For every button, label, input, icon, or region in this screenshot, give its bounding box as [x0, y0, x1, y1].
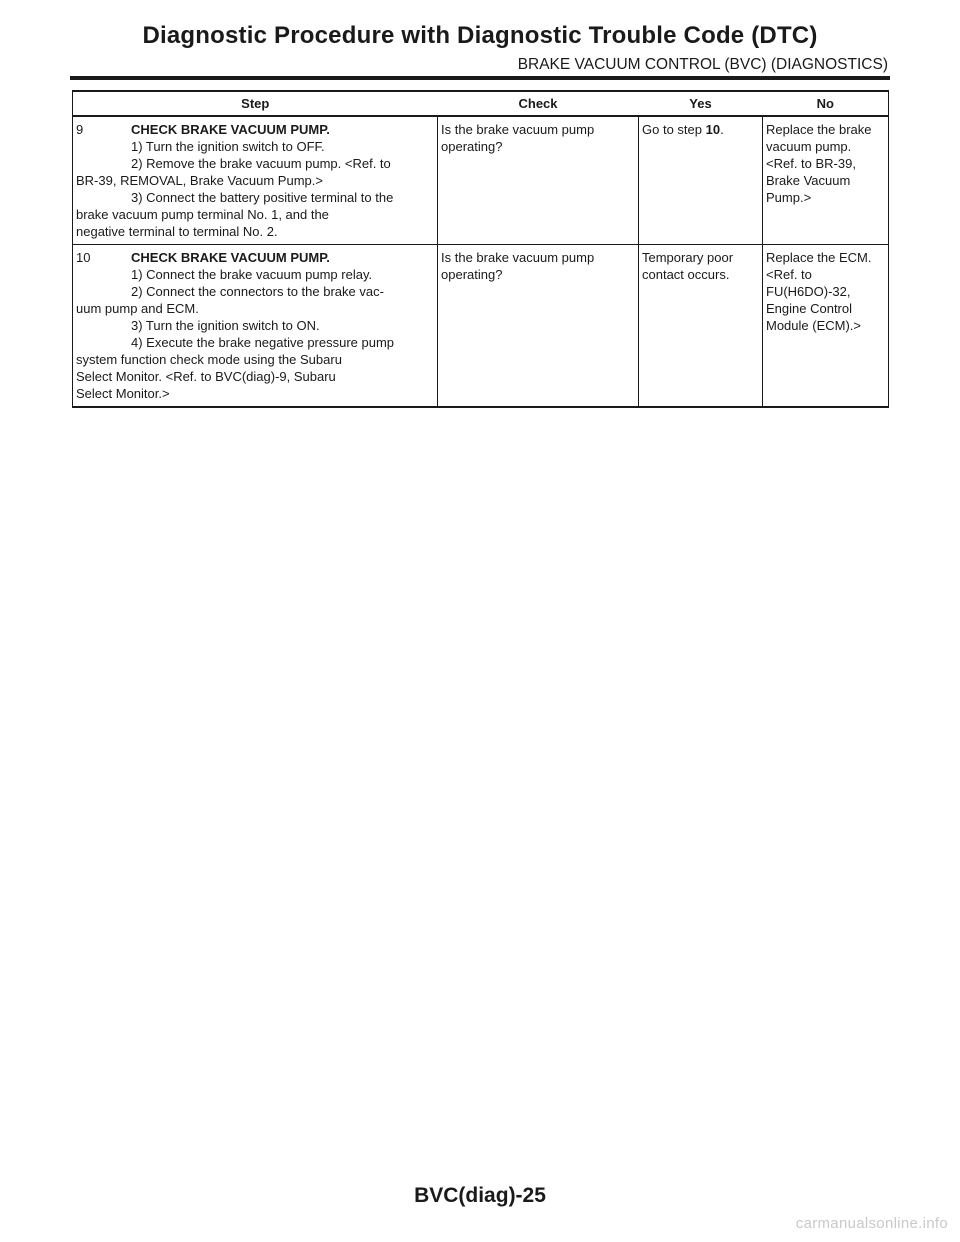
column-header-check: Check: [438, 91, 639, 116]
procedure-line: brake vacuum pump terminal No. 1, and the: [76, 207, 329, 222]
table-row: [73, 116, 889, 245]
check-line: Is the brake vacuum pump: [441, 250, 595, 265]
diagnostic-table-container: [72, 90, 888, 408]
step-title: CHECK BRAKE VACUUM PUMP.: [131, 122, 330, 137]
check-cell: [438, 245, 639, 408]
page-number: BVC(diag)-25: [414, 1184, 546, 1207]
procedure-line: 3) Turn the ignition switch to ON.: [131, 318, 320, 333]
procedure-line: 1) Turn the ignition switch to OFF.: [131, 139, 325, 154]
step-number: 10: [76, 250, 91, 265]
no-reference-link[interactable]: <Ref. to: [766, 267, 812, 282]
check-cell: [438, 116, 639, 245]
no-reference-link[interactable]: Brake Vacuum: [766, 173, 851, 188]
no-line: Replace the ECM.: [766, 250, 872, 265]
no-cell: [763, 116, 889, 245]
table-row: [73, 245, 889, 408]
column-header-yes: Yes: [639, 91, 763, 116]
no-reference-link[interactable]: <Ref. to BR-39,: [766, 156, 856, 171]
procedure-line: 2) Remove the brake vacuum pump. <Ref. to: [131, 156, 391, 171]
procedure-line: 4) Execute the brake negative pressure pump: [131, 335, 395, 350]
procedure-list: [76, 138, 434, 240]
no-cell: [763, 245, 889, 408]
procedure-list: [76, 266, 434, 402]
check-line: Is the brake vacuum pump: [441, 122, 595, 137]
column-header-step: Step: [73, 91, 438, 116]
check-line: operating?: [441, 267, 503, 282]
check-line: operating?: [441, 139, 503, 154]
yes-line: contact occurs.: [642, 267, 730, 282]
page-title: Diagnostic Procedure with Diagnostic Trouble Code (DTC): [142, 22, 818, 49]
yes-line: Temporary poor: [642, 250, 734, 265]
table-header-row: [73, 91, 889, 116]
procedure-line: uum pump and ECM.: [76, 301, 199, 316]
column-header-no: No: [763, 91, 889, 116]
yes-step-link[interactable]: 10: [705, 122, 721, 137]
no-reference-link[interactable]: Pump.>: [766, 190, 812, 205]
section-name: BRAKE VACUUM CONTROL (BVC) (DIAGNOSTICS): [517, 56, 888, 73]
yes-text-end: .: [720, 122, 724, 137]
yes-cell: [639, 245, 763, 408]
no-reference-link[interactable]: Engine Control: [766, 301, 852, 316]
diagnostic-table: [72, 90, 889, 408]
no-line: vacuum pump.: [766, 139, 852, 154]
step-cell: [73, 245, 438, 408]
step-title: CHECK BRAKE VACUUM PUMP.: [131, 250, 330, 265]
procedure-line: Select Monitor.>: [76, 386, 170, 401]
procedure-line: BR-39, REMOVAL, Brake Vacuum Pump.>: [76, 173, 323, 188]
no-line: Replace the brake: [766, 122, 872, 137]
watermark: carmanualsonline.info: [795, 1215, 948, 1232]
header-divider: [70, 76, 890, 80]
no-reference-link[interactable]: FU(H6DO)-32,: [766, 284, 851, 299]
yes-cell: [639, 116, 763, 245]
no-reference-link[interactable]: Module (ECM).>: [766, 318, 861, 333]
step-cell: [73, 116, 438, 245]
procedure-line: 2) Connect the connectors to the brake vac-: [131, 284, 384, 299]
procedure-line: negative terminal to terminal No. 2.: [76, 224, 278, 239]
procedure-line: system function check mode using the Subaru: [76, 352, 342, 367]
procedure-line: 3) Connect the battery positive terminal to the: [131, 190, 394, 205]
procedure-line: Select Monitor. <Ref. to BVC(diag)-9, Subaru: [76, 369, 336, 384]
step-number: 9: [76, 122, 84, 137]
procedure-line: 1) Connect the brake vacuum pump relay.: [131, 267, 373, 282]
yes-text: Go to step: [642, 122, 706, 137]
